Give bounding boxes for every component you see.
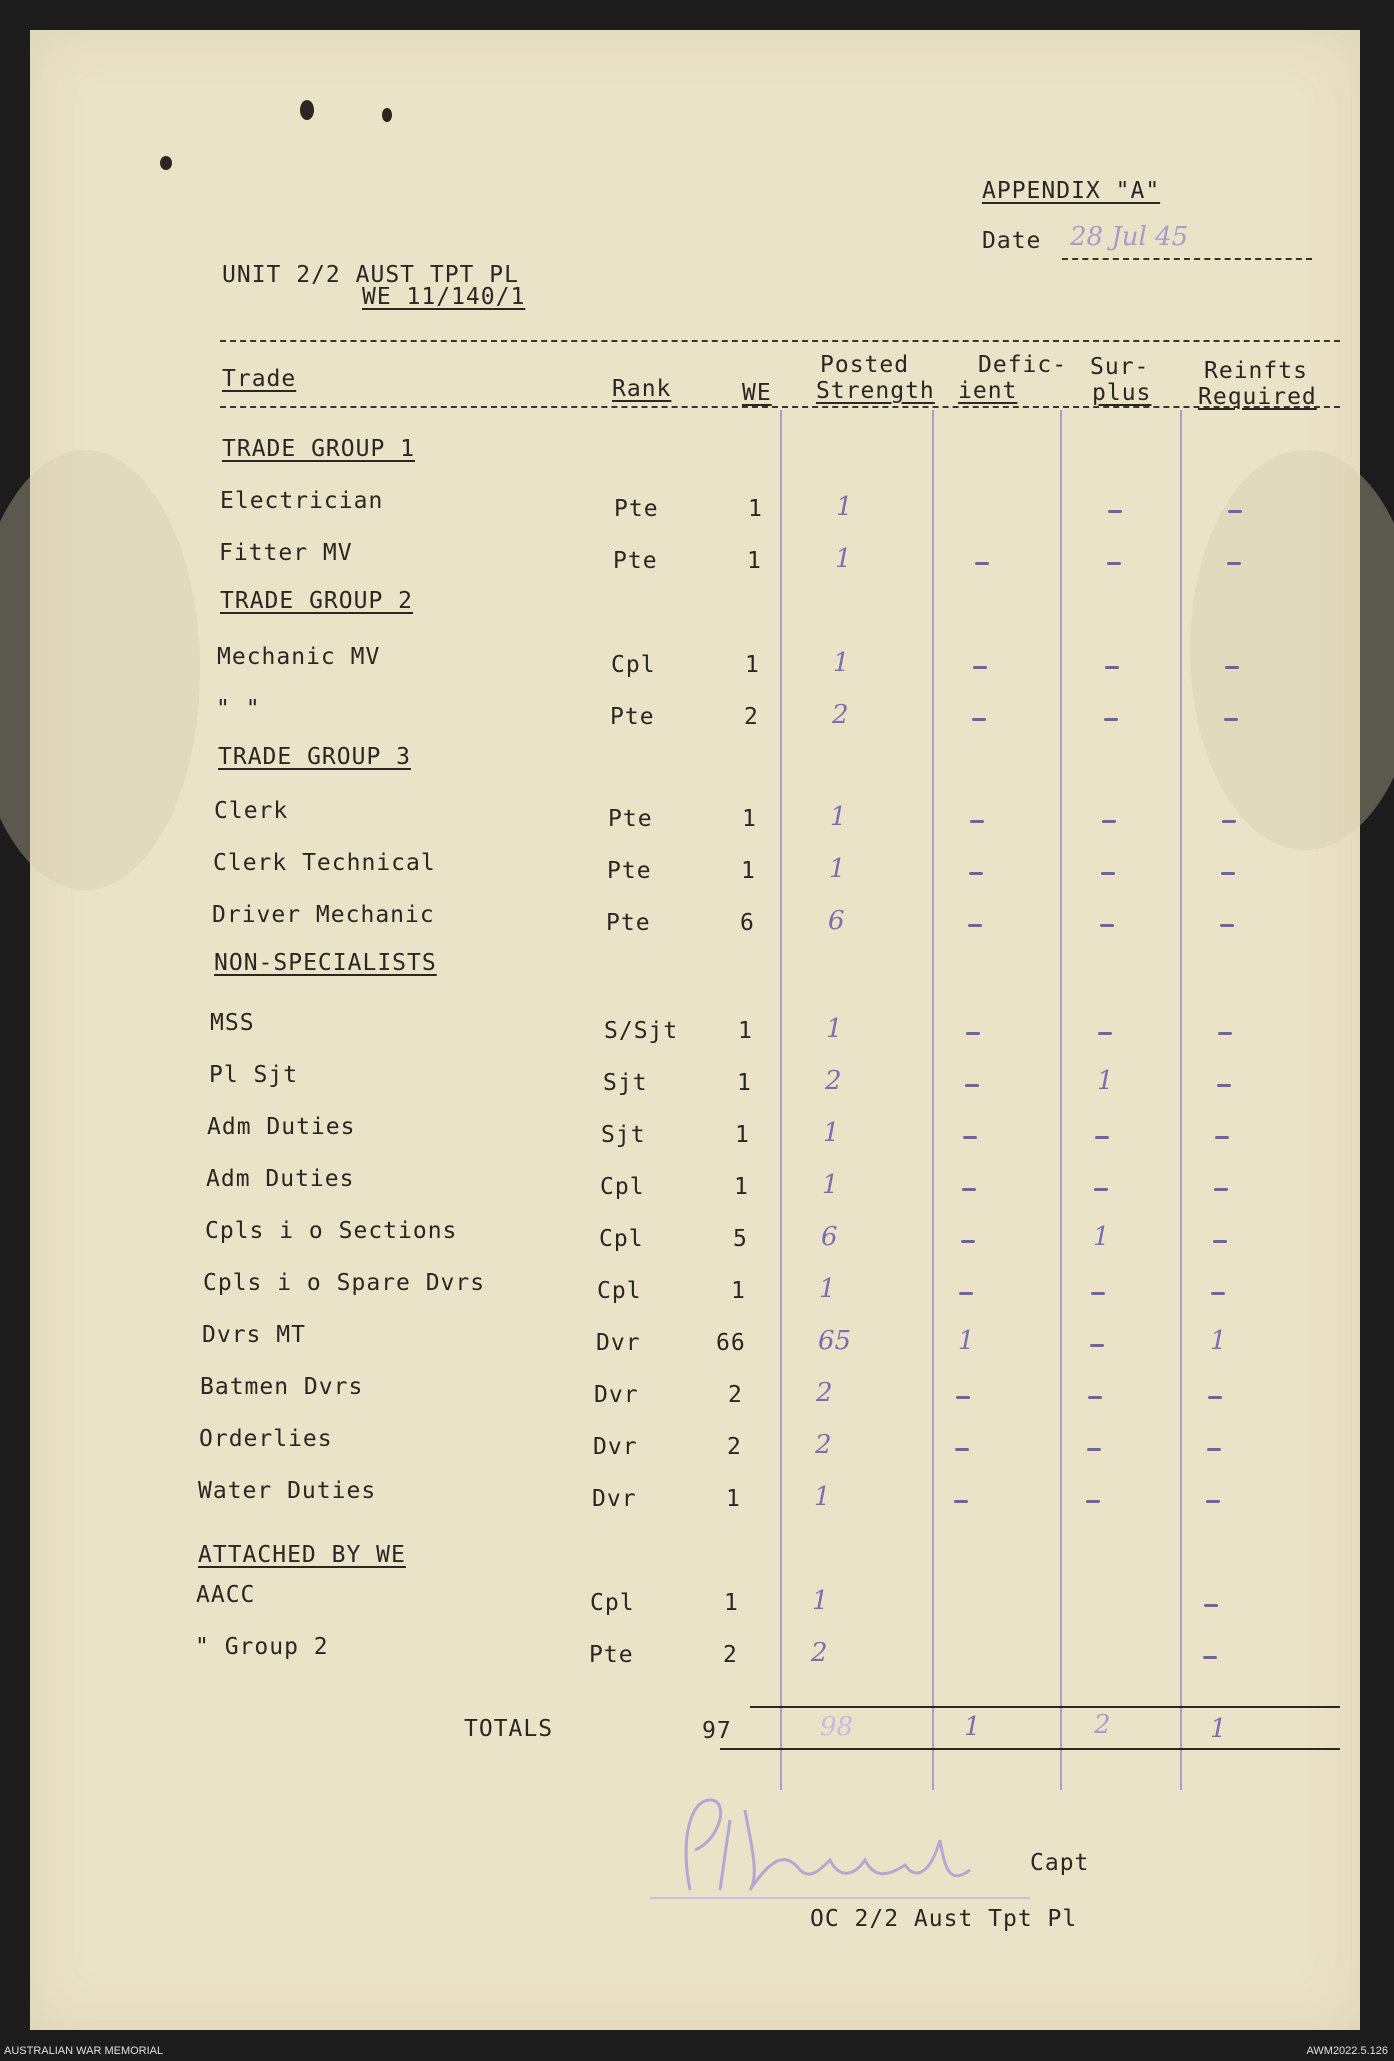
reinfts-dash	[1224, 718, 1238, 721]
col-header-posted-2: Strength	[816, 378, 935, 404]
posted-cell: 1	[822, 1170, 839, 1200]
totals-posted: 98	[820, 1712, 854, 1742]
rank-cell: Pte	[607, 858, 652, 884]
we-cell: 1	[734, 1174, 749, 1200]
trade-cell: Driver Mechanic	[212, 902, 435, 928]
trade-cell: Mechanic MV	[217, 644, 381, 670]
totals-surplus: 2	[1094, 1710, 1111, 1740]
posted-cell: 6	[828, 906, 845, 936]
header-bottom-rule	[220, 406, 1340, 408]
rank-cell: Cpl	[599, 1226, 644, 1252]
rank-cell: Cpl	[597, 1278, 642, 1304]
document-page	[30, 30, 1360, 2030]
trade-cell: Adm Duties	[206, 1166, 355, 1192]
trade-cell: Batmen Dvrs	[200, 1374, 364, 1400]
surplus-dash	[1091, 1292, 1105, 1295]
col-header-surplus-1: Sur-	[1090, 354, 1150, 380]
trade-cell: MSS	[210, 1010, 255, 1036]
trade-cell: Adm Duties	[207, 1114, 356, 1140]
we-cell: 2	[727, 1434, 742, 1460]
col-header-surplus-2: plus	[1092, 380, 1152, 406]
reinfts-dash	[1227, 562, 1241, 565]
rank-cell: Dvr	[593, 1434, 638, 1460]
surplus-dash	[1102, 820, 1116, 823]
group-heading: TRADE GROUP 1	[222, 436, 416, 462]
posted-cell: 1	[819, 1274, 836, 1304]
surplus-dash	[1087, 1448, 1101, 1451]
rank-cell: S/Sjt	[604, 1018, 679, 1044]
rank-cell: Pte	[610, 704, 655, 730]
posted-cell: 1	[814, 1482, 831, 1512]
reinfts-dash	[1208, 1396, 1222, 1399]
reinfts-dash	[1211, 1292, 1225, 1295]
reinfts-dash	[1228, 510, 1242, 513]
totals-deficient: 1	[964, 1712, 981, 1742]
unit-line-1: UNIT 2/2 AUST TPT PL	[222, 262, 519, 288]
we-cell: 5	[733, 1226, 748, 1252]
posted-cell: 1	[836, 492, 853, 522]
rank-cell: Dvr	[594, 1382, 639, 1408]
surplus-dash	[1086, 1500, 1100, 1503]
totals-reinfts: 1	[1210, 1714, 1227, 1744]
rank-cell: Sjt	[601, 1122, 646, 1148]
column-rule	[932, 410, 934, 1790]
posted-cell: 1	[833, 648, 850, 678]
posted-cell: 65	[818, 1326, 852, 1356]
we-cell: 2	[728, 1382, 743, 1408]
we-cell: 1	[726, 1486, 741, 1512]
ink-speck	[300, 100, 314, 120]
reinfts-cell: 1	[1210, 1326, 1227, 1356]
reinfts-dash	[1221, 872, 1235, 875]
surplus-dash	[1107, 562, 1121, 565]
posted-cell: 2	[815, 1430, 832, 1460]
col-header-rank: Rank	[612, 376, 672, 402]
deficient-dash	[963, 1136, 977, 1139]
reinfts-dash	[1214, 1188, 1228, 1191]
surplus-dash	[1104, 718, 1118, 721]
we-cell: 1	[731, 1278, 746, 1304]
col-header-we: WE	[742, 380, 772, 406]
date-line	[1062, 258, 1312, 260]
trade-cell: Orderlies	[199, 1426, 333, 1452]
surplus-dash	[1101, 872, 1115, 875]
we-cell: 1	[735, 1122, 750, 1148]
deficient-dash	[954, 1500, 968, 1503]
we-cell: 6	[740, 910, 755, 936]
reinfts-dash	[1225, 666, 1239, 669]
we-cell: 2	[723, 1642, 738, 1668]
col-header-reinfts-1: Reinfts	[1204, 358, 1308, 384]
trade-cell: Dvrs MT	[202, 1322, 306, 1348]
col-header-posted-1: Posted	[820, 352, 910, 378]
surplus-dash	[1090, 1344, 1104, 1347]
rank-cell: Dvr	[592, 1486, 637, 1512]
reinfts-dash	[1207, 1448, 1221, 1451]
appendix-label: APPENDIX "A"	[982, 178, 1161, 204]
totals-label: TOTALS	[464, 1716, 554, 1742]
posted-cell: 2	[816, 1378, 833, 1408]
reinfts-dash	[1218, 1032, 1232, 1035]
we-cell: 1	[724, 1590, 739, 1616]
totals-top-rule	[750, 1706, 1340, 1708]
column-rule	[780, 410, 782, 1790]
surplus-dash	[1108, 510, 1122, 513]
posted-cell: 1	[829, 854, 846, 884]
rank-cell: Pte	[606, 910, 651, 936]
posted-cell: 6	[821, 1222, 838, 1252]
rank-cell: Pte	[614, 496, 659, 522]
ink-speck	[382, 108, 392, 122]
rank-cell: Cpl	[600, 1174, 645, 1200]
reinfts-dash	[1204, 1604, 1218, 1607]
we-cell: 2	[744, 704, 759, 730]
trade-cell: " Group 2	[195, 1634, 329, 1660]
column-rule	[1180, 410, 1182, 1790]
trade-cell: AACC	[196, 1582, 256, 1608]
posted-cell: 1	[835, 544, 852, 574]
deficient-dash	[966, 1032, 980, 1035]
trade-cell: Clerk Technical	[213, 850, 436, 876]
reinfts-dash	[1213, 1240, 1227, 1243]
reinfts-dash	[1220, 924, 1234, 927]
group-heading: NON-SPECIALISTS	[214, 950, 437, 976]
trade-cell: " "	[216, 696, 261, 722]
surplus-dash	[1088, 1396, 1102, 1399]
binding-hole	[1190, 450, 1394, 850]
surplus-cell: 1	[1093, 1222, 1110, 1252]
binding-hole	[0, 450, 200, 890]
deficient-dash	[956, 1396, 970, 1399]
surplus-dash	[1094, 1188, 1108, 1191]
handwritten-signature	[650, 1780, 1030, 1910]
posted-cell: 1	[812, 1586, 829, 1616]
totals-bottom-rule	[720, 1748, 1340, 1750]
surplus-dash	[1100, 924, 1114, 927]
we-cell: 1	[748, 496, 763, 522]
deficient-dash	[975, 562, 989, 565]
surplus-cell: 1	[1097, 1066, 1114, 1096]
deficient-cell: 1	[958, 1326, 975, 1356]
trade-cell: Clerk	[214, 798, 289, 824]
date-label: Date	[982, 228, 1042, 254]
posted-cell: 2	[811, 1638, 828, 1668]
footer-right: AWM2022.5.126	[1306, 2045, 1388, 2057]
reinfts-dash	[1222, 820, 1236, 823]
we-cell: 66	[716, 1330, 746, 1356]
deficient-dash	[965, 1084, 979, 1087]
deficient-dash	[970, 820, 984, 823]
rank-cell: Pte	[613, 548, 658, 574]
reinfts-dash	[1215, 1136, 1229, 1139]
ink-speck	[160, 156, 172, 170]
group-heading: ATTACHED BY WE	[198, 1542, 406, 1568]
deficient-dash	[968, 924, 982, 927]
posted-cell: 1	[823, 1118, 840, 1148]
footer-left: AUSTRALIAN WAR MEMORIAL	[4, 2045, 164, 2057]
we-cell: 1	[747, 548, 762, 574]
deficient-dash	[972, 718, 986, 721]
reinfts-dash	[1203, 1656, 1217, 1659]
unit-line-2: WE 11/140/1	[362, 284, 526, 310]
totals-we: 97	[702, 1718, 732, 1744]
col-header-reinfts-2: Required	[1198, 384, 1317, 410]
deficient-dash	[955, 1448, 969, 1451]
group-heading: TRADE GROUP 2	[220, 588, 414, 614]
group-heading: TRADE GROUP 3	[218, 744, 412, 770]
posted-cell: 1	[830, 802, 847, 832]
rank-cell: Pte	[608, 806, 653, 832]
rank-cell: Cpl	[590, 1590, 635, 1616]
we-cell: 1	[741, 858, 756, 884]
date-value: 28 Jul 45	[1070, 222, 1189, 252]
rank-cell: Dvr	[596, 1330, 641, 1356]
header-top-rule	[220, 340, 1340, 342]
surplus-dash	[1098, 1032, 1112, 1035]
signature-title: OC 2/2 Aust Tpt Pl	[810, 1906, 1078, 1932]
reinfts-dash	[1217, 1084, 1231, 1087]
col-header-deficient-1: Defic-	[978, 352, 1068, 378]
we-cell: 1	[737, 1070, 752, 1096]
posted-cell: 1	[826, 1014, 843, 1044]
trade-cell: Electrician	[220, 488, 384, 514]
rank-cell: Pte	[589, 1642, 634, 1668]
column-rule	[1060, 410, 1062, 1790]
we-cell: 1	[742, 806, 757, 832]
reinfts-dash	[1206, 1500, 1220, 1503]
rank-cell: Cpl	[611, 652, 656, 678]
posted-cell: 2	[825, 1066, 842, 1096]
posted-cell: 2	[832, 700, 849, 730]
deficient-dash	[961, 1240, 975, 1243]
signature-rank: Capt	[1030, 1850, 1090, 1876]
col-header-deficient-2: ient	[958, 378, 1018, 404]
deficient-dash	[973, 666, 987, 669]
surplus-dash	[1095, 1136, 1109, 1139]
surplus-dash	[1105, 666, 1119, 669]
col-header-trade: Trade	[222, 366, 297, 392]
trade-cell: Pl Sjt	[209, 1062, 299, 1088]
trade-cell: Cpls i o Sections	[205, 1218, 458, 1244]
trade-cell: Water Duties	[198, 1478, 377, 1504]
trade-cell: Fitter MV	[219, 540, 353, 566]
deficient-dash	[969, 872, 983, 875]
trade-cell: Cpls i o Spare Dvrs	[203, 1270, 486, 1296]
we-cell: 1	[738, 1018, 753, 1044]
deficient-dash	[959, 1292, 973, 1295]
deficient-dash	[962, 1188, 976, 1191]
rank-cell: Sjt	[603, 1070, 648, 1096]
we-cell: 1	[745, 652, 760, 678]
